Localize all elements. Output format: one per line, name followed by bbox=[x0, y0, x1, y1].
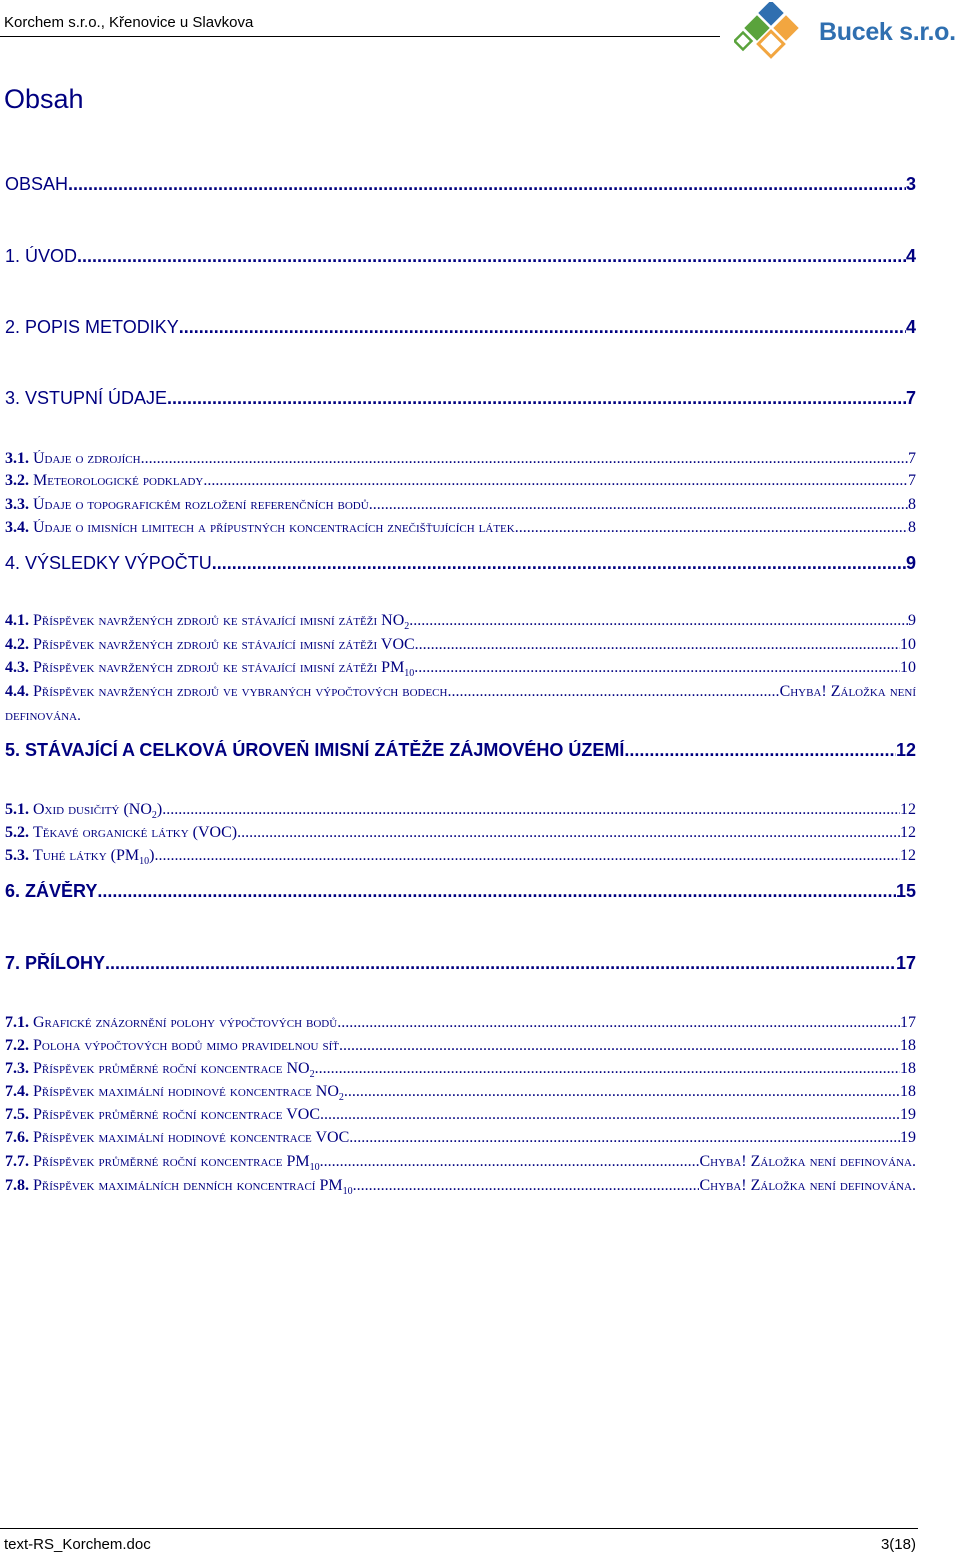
toc-entry-page: 7 bbox=[905, 388, 916, 408]
toc-entry-title: OBSAH bbox=[5, 174, 69, 194]
toc-entry-page: 3 bbox=[905, 174, 916, 194]
toc-entry-4-3[interactable]: 4.3. Příspěvek navržených zdrojů ke stávající imisní zátěži $PM_{10}$ ..... 10 bbox=[5, 659, 916, 679]
toc-entry-page: Chyba! Záložka není definována. bbox=[699, 1153, 916, 1170]
toc-entry-page: 10 bbox=[900, 659, 916, 676]
toc-entry-4-4-wrap: definována. bbox=[5, 708, 81, 724]
toc-entry-4-4[interactable]: 4.4. Příspěvek navržených zdrojů ve vybraných výpočtových bodech ..... Chyba! Záložka není bbox=[5, 683, 916, 701]
toc-entry-title: Meteorologické podklady bbox=[33, 472, 204, 489]
toc-entry-page: 12 bbox=[900, 801, 916, 818]
header-rule bbox=[0, 36, 720, 37]
toc-entry-obsah[interactable] bbox=[5, 174, 916, 195]
toc-entry-page: 18 bbox=[900, 1083, 916, 1100]
logo-diamonds-icon bbox=[734, 2, 814, 68]
toc-entry-7-1[interactable]: 7.1. Grafické znázornění polohy výpočtových bodů ..... 17 bbox=[5, 1014, 916, 1032]
toc-entry-title: Příspěvek průměrné roční koncentrace bbox=[33, 1153, 283, 1170]
toc-entry-title: Příspěvek navržených zdrojů ke stávající imisní zátěži bbox=[33, 659, 378, 676]
footer-page-number: 3(18) bbox=[880, 1536, 916, 1553]
toc-entry-page: 12 bbox=[895, 740, 916, 760]
toc-entry-3-3[interactable]: 3.3. Údaje o topografickém rozložení referenčních bodů ..... 8 bbox=[5, 496, 916, 514]
toc-entry-title: Oxid dusičitý bbox=[33, 801, 120, 818]
toc-entry-title: 1. ÚVOD bbox=[5, 246, 78, 266]
toc-entry-title: 3. VSTUPNÍ ÚDAJE bbox=[5, 388, 168, 408]
toc-entry-title: Příspěvek navržených zdrojů ve vybraných výpočtových bodech bbox=[33, 683, 448, 700]
toc-entry-page: 18 bbox=[900, 1060, 916, 1077]
toc-entry-3-2[interactable]: 3.2. Meteorologické podklady ..... 7 bbox=[5, 472, 916, 490]
toc-entry-page: 7 bbox=[908, 472, 916, 489]
toc-entry-title: Příspěvek navržených zdrojů ke stávající imisní zátěži bbox=[33, 636, 378, 653]
toc-entry-title: 5. STÁVAJÍCÍ A CELKOVÁ ÚROVEŇ IMISNÍ ZÁTĚŽE ZÁJMOVÉHO ÚZEMÍ bbox=[5, 740, 625, 760]
toc-entry-page: 17 bbox=[900, 1014, 916, 1031]
toc-entry-page: 15 bbox=[895, 881, 916, 901]
toc-entry-zavery[interactable] bbox=[5, 881, 916, 902]
toc-entry-title: Příspěvek průměrné roční koncentrace bbox=[33, 1060, 283, 1077]
toc-entry-5-1[interactable]: 5.1. Oxid dusičitý $(NO_2)$ ..... 12 bbox=[5, 801, 916, 821]
toc-entry-7-3[interactable]: 7.3. Příspěvek průměrné roční koncentrace $NO_2$ ..... 18 bbox=[5, 1060, 916, 1080]
toc-entry-vstupni-udaje[interactable] bbox=[5, 388, 916, 409]
page-title: Obsah bbox=[4, 84, 84, 114]
toc-entry-title: Příspěvek průměrné roční koncentrace bbox=[33, 1106, 283, 1123]
toc-entry-popis-metodiky[interactable] bbox=[5, 317, 916, 338]
logo-text: Bucek s.r.o. bbox=[819, 18, 956, 46]
toc-entry-page: 9 bbox=[905, 553, 916, 573]
toc-entry-3-4[interactable]: 3.4. Údaje o imisních limitech a přípustných koncentracích znečišťujících látek ..... 8 bbox=[5, 519, 916, 537]
toc-entry-title: Příspěvek maximální hodinové koncentrace bbox=[33, 1083, 312, 1100]
footer-filename: text-RS_Korchem.doc bbox=[4, 1536, 151, 1553]
toc-entry-title: Údaje o zdrojích bbox=[33, 450, 141, 467]
toc-entry-page: 12 bbox=[900, 824, 916, 841]
toc-entry-title: Příspěvek maximálních denních koncentrací bbox=[33, 1177, 316, 1194]
toc-entry-title: Tuhé látky bbox=[33, 847, 107, 864]
toc-entry-page: 17 bbox=[895, 953, 916, 973]
toc-entry-title: 4. VÝSLEDKY VÝPOČTU bbox=[5, 553, 212, 573]
header-company: Korchem s.r.o., Křenovice u Slavkova bbox=[4, 14, 254, 31]
toc-entry-page: 7 bbox=[908, 450, 916, 467]
toc-entry-7-5[interactable]: 7.5. Příspěvek průměrné roční koncentrace VOC ..... 19 bbox=[5, 1106, 916, 1124]
toc-entry-title: 7. PŘÍLOHY bbox=[5, 953, 106, 973]
toc-entry-page: 4 bbox=[905, 317, 916, 337]
toc-entry-prilohy[interactable] bbox=[5, 953, 916, 974]
toc-entry-page: 8 bbox=[908, 519, 916, 536]
toc-entry-title: Údaje o imisních limitech a přípustných koncentracích znečišťujících látek bbox=[33, 519, 515, 536]
toc-entry-title: Poloha výpočtových bodů mimo pravidelnou síť bbox=[33, 1037, 339, 1054]
company-logo bbox=[734, 2, 960, 68]
toc-entry-title: Příspěvek maximální hodinové koncentrace bbox=[33, 1129, 312, 1146]
toc-entry-7-7[interactable]: 7.7. Příspěvek průměrné roční koncentrace $PM_{10}$ ..... Chyba! Záložka není definována. bbox=[5, 1153, 916, 1173]
toc-entry-vysledky[interactable] bbox=[5, 553, 916, 574]
footer-rule bbox=[0, 1528, 918, 1529]
toc-entry-page: 18 bbox=[900, 1037, 916, 1054]
toc-entry-title: 2. POPIS METODIKY bbox=[5, 317, 179, 337]
toc-entry-7-8[interactable]: 7.8. Příspěvek maximálních denních koncentrací $PM_{10}$ ..... Chyba! Záložka není definována. bbox=[5, 1177, 916, 1197]
toc-entry-5-3[interactable]: 5.3. Tuhé látky $(PM_{10})$ ..... 12 bbox=[5, 847, 916, 867]
toc-entry-title: Příspěvek navržených zdrojů ke stávající imisní zátěži bbox=[33, 612, 378, 629]
toc-entry-7-4[interactable]: 7.4. Příspěvek maximální hodinové koncentrace $NO_2$ ..... 18 bbox=[5, 1083, 916, 1103]
toc-entry-title: Grafické znázornění polohy výpočtových bodů bbox=[33, 1014, 338, 1031]
toc-entry-4-1[interactable]: 4.1. Příspěvek navržených zdrojů ke stávající imisní zátěži $NO_2$ ..... 9 bbox=[5, 612, 916, 632]
toc-entry-page: 9 bbox=[908, 612, 916, 629]
toc-entry-uvod[interactable] bbox=[5, 246, 916, 267]
toc-entry-title: 6. ZÁVĚRY bbox=[5, 881, 98, 901]
toc-entry-4-2[interactable]: 4.2. Příspěvek navržených zdrojů ke stávající imisní zátěži VOC ..... 10 bbox=[5, 636, 916, 654]
toc-entry-title: Těkavé organické látky bbox=[33, 824, 189, 841]
toc-entry-7-2[interactable]: 7.2. Poloha výpočtových bodů mimo pravidelnou síť ..... 18 bbox=[5, 1037, 916, 1055]
toc-entry-page: 12 bbox=[900, 847, 916, 864]
toc-entry-page: 19 bbox=[900, 1106, 916, 1123]
toc-entry-page: 10 bbox=[900, 636, 916, 653]
toc-entry-page: Chyba! Záložka není bbox=[779, 683, 916, 700]
toc-entry-5-2[interactable]: 5.2. Těkavé organické látky (VOC) ..... 12 bbox=[5, 824, 916, 842]
toc-entry-page: Chyba! Záložka není definována. bbox=[699, 1177, 916, 1194]
toc-entry-page: 19 bbox=[900, 1129, 916, 1146]
toc-entry-page: 8 bbox=[908, 496, 916, 513]
toc-entry-7-6[interactable]: 7.6. Příspěvek maximální hodinové koncentrace VOC ..... 19 bbox=[5, 1129, 916, 1147]
toc-entry-3-1[interactable]: 3.1. Údaje o zdrojích ..... 7 bbox=[5, 450, 916, 468]
toc-entry-page: 4 bbox=[905, 246, 916, 266]
toc-entry-title: Údaje o topografickém rozložení referenčních bodů bbox=[33, 496, 369, 513]
toc-entry-stavajici[interactable] bbox=[5, 740, 916, 761]
